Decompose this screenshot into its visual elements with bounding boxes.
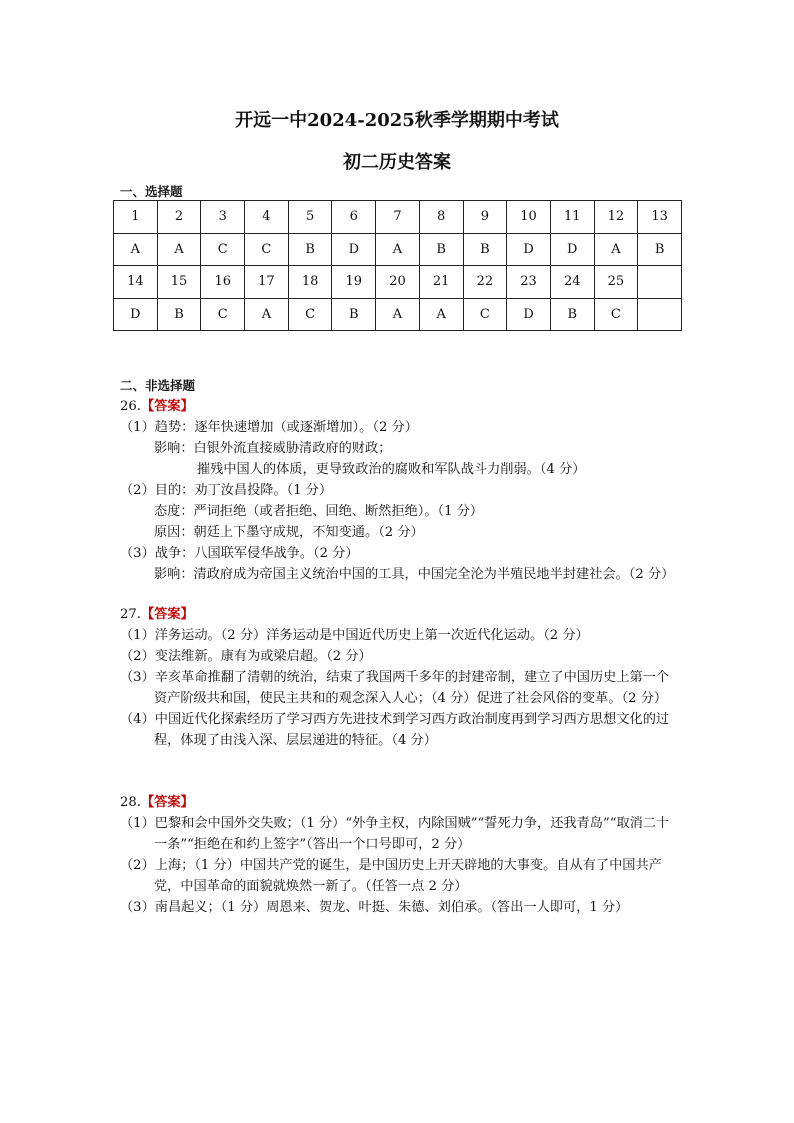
answer-line: （2）目的：劝丁汝昌投降。（1 分） [120, 483, 333, 498]
answer-line: 态度：严词拒绝（或者拒绝、回绝、断然拒绝）。（1 分） [154, 504, 484, 519]
question-number-cell: 2 [157, 201, 201, 234]
answer-cell: C [594, 298, 638, 331]
answer-line: （3）南昌起义；（1 分）周恩来、贺龙、叶挺、朱德、刘伯承。（答出一人即可，1 分） [120, 900, 629, 915]
question-27 [120, 604, 690, 751]
section-heading-non-choice: 二、非选择题 [120, 378, 196, 393]
answer-cell: A [114, 233, 158, 266]
answer-cell [638, 298, 682, 331]
table-row [114, 233, 682, 266]
question-number-cell: 5 [288, 201, 332, 234]
question-number-cell: 17 [245, 266, 289, 299]
answer-cell: D [332, 233, 376, 266]
answer-cell: B [157, 298, 201, 331]
table-row [114, 298, 682, 331]
question-number-cell: 16 [201, 266, 245, 299]
answer-cell: A [157, 233, 201, 266]
question-number-cell: 3 [201, 201, 245, 234]
answer-cell: A [376, 298, 420, 331]
question-number: 27. [120, 607, 141, 622]
answer-line: （1）趋势：逐年快速增加（或逐渐增加）。（2 分） [120, 420, 418, 435]
question-number-cell: 4 [245, 201, 289, 234]
question-number-cell: 11 [550, 201, 594, 234]
answer-cell: B [550, 298, 594, 331]
answer-cell: B [288, 233, 332, 266]
question-number-cell: 9 [463, 201, 507, 234]
question-number-cell: 21 [419, 266, 463, 299]
question-number-cell: 6 [332, 201, 376, 234]
table-row [114, 266, 682, 299]
question-header [120, 604, 690, 625]
question-28 [120, 792, 690, 918]
question-number-cell: 22 [463, 266, 507, 299]
question-number-cell: 23 [507, 266, 551, 299]
answer-line: （4）中国近代化探索经历了学习西方先进技术到学习西方政治制度再到学习西方思想文化的过程，体现了由浅入深、层层递进的特征。（4 分） [120, 712, 670, 748]
answer-cell: B [463, 233, 507, 266]
question-number-cell: 13 [638, 201, 682, 234]
answer-table [113, 200, 682, 331]
question-number: 26. [120, 399, 141, 414]
question-number-cell: 19 [332, 266, 376, 299]
question-number-cell: 20 [376, 266, 420, 299]
answer-cell: A [245, 298, 289, 331]
exam-subtitle: 初二历史答案 [343, 152, 451, 173]
answer-tag: 【答案】 [140, 795, 194, 810]
question-header [120, 792, 690, 813]
answer-line: 摧残中国人的体质，更导致政治的腐败和军队战斗力削弱。（4 分） [197, 462, 586, 477]
answer-cell: A [594, 233, 638, 266]
question-number-cell: 25 [594, 266, 638, 299]
question-number: 28. [120, 795, 141, 810]
question-number-cell: 7 [376, 201, 420, 234]
answer-line: （1）洋务运动。（2 分）洋务运动是中国近代历史上第一次近代化运动。（2 分） [120, 628, 589, 643]
answer-line: 影响：白银外流直接威胁清政府的财政； [154, 441, 392, 456]
answer-line: （2）上海；（1 分）中国共产党的诞生，是中国历史上开天辟地的大事变。自从有了中国共产党，中国革命的面貌就焕然一新了。（任答一点 2 分） [120, 858, 662, 894]
answer-line: 原因：朝廷上下墨守成规，不知变通。（2 分） [154, 525, 424, 540]
question-number-cell: 15 [157, 266, 201, 299]
answer-cell: D [507, 233, 551, 266]
answer-cell: C [201, 233, 245, 266]
question-26 [120, 396, 690, 585]
answer-cell: D [550, 233, 594, 266]
answer-cell: A [376, 233, 420, 266]
answer-cell: B [332, 298, 376, 331]
answer-line: （3）战争：八国联军侵华战争。（2 分） [120, 546, 359, 561]
answer-cell: C [245, 233, 289, 266]
answer-line: （3）辛亥革命推翻了清朝的统治，结束了我国两千多年的封建帝制，建立了中国历史上第一个资产阶级共和国，使民主共和的观念深入人心；（4 分）促进了社会风俗的变革。（2 分） [120, 670, 670, 706]
answer-line: （2）变法维新。康有为或梁启超。（2 分） [120, 649, 372, 664]
question-number-cell: 18 [288, 266, 332, 299]
answer-cell: A [419, 298, 463, 331]
answer-cell: B [638, 233, 682, 266]
table-row [114, 201, 682, 234]
answer-tag: 【答案】 [140, 399, 194, 414]
question-number-cell: 8 [419, 201, 463, 234]
question-number-cell: 24 [550, 266, 594, 299]
question-number-cell: 10 [507, 201, 551, 234]
section-heading-choice: 一、选择题 [120, 184, 183, 199]
exam-title: 开远一中2024-2025秋季学期期中考试 [235, 110, 559, 131]
answer-line: 影响：清政府成为帝国主义统治中国的工具，中国完全沦为半殖民地半封建社会。（2 分） [154, 567, 675, 582]
question-header [120, 396, 690, 417]
answer-cell: B [419, 233, 463, 266]
answer-tag: 【答案】 [140, 607, 194, 622]
answer-cell: C [201, 298, 245, 331]
answer-cell: C [288, 298, 332, 331]
question-number-cell: 1 [114, 201, 158, 234]
answer-cell: C [463, 298, 507, 331]
question-number-cell: 12 [594, 201, 638, 234]
question-number-cell: 14 [114, 266, 158, 299]
answer-cell: D [507, 298, 551, 331]
answer-line: （1）巴黎和会中国外交失败；（1 分）“外争主权，内除国贼”“誓死力争，还我青岛”“取消二十一条”“拒绝在和约上签字”（答出一个口号即可，2 分） [120, 816, 670, 852]
question-number-cell [638, 266, 682, 299]
answer-cell: D [114, 298, 158, 331]
